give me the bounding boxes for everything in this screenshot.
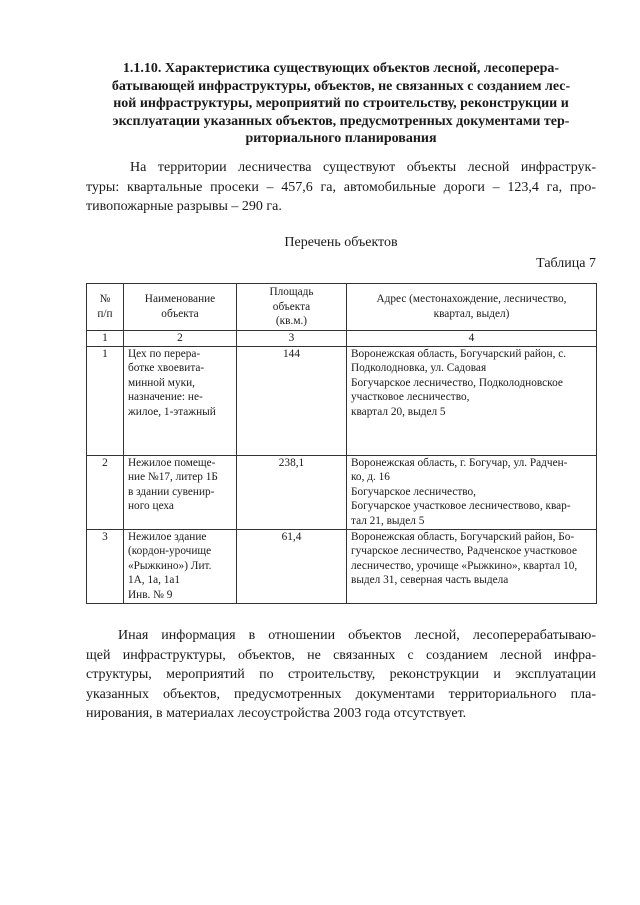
- row-number: 3: [87, 529, 124, 603]
- table-number-label: Таблица 7: [536, 256, 596, 271]
- row-number: 1: [87, 346, 124, 455]
- heading-line: риториального планирования: [245, 131, 437, 147]
- objects-table: [86, 283, 597, 604]
- section-heading: [86, 60, 596, 148]
- object-name: Нежилое здание (кордон-урочище «Рыжкино») Лит. 1А, 1а, 1а1 Инв. № 9: [124, 529, 237, 603]
- paragraph-line: Иная информация в отношении объектов лесной, лесоперерабатываю-: [118, 628, 596, 643]
- object-area: 238,1: [237, 455, 347, 529]
- header-address: Адрес (местонахождение, лесничество, квартал, выдел): [347, 284, 597, 331]
- row-number: 2: [87, 455, 124, 529]
- paragraph-line: нирования, в материалах лесоустройства 2003 года отсутствует.: [86, 706, 467, 721]
- column-number: 4: [347, 331, 597, 347]
- table-row: [87, 529, 597, 603]
- heading-line: батывающей инфраструктуры, объектов, не связанных с созданием лес-: [111, 78, 571, 94]
- object-name: Нежилое помеще- ние №17, литер 1Б в здании сувенир- ного цеха: [124, 455, 237, 529]
- paragraph-line: На территории лесничества существуют объекты лесной инфраструк-: [130, 160, 596, 175]
- header-name: Наименование объекта: [124, 284, 237, 331]
- paragraph-line: тивопожарные разрывы – 290 га.: [86, 199, 282, 214]
- object-area: 144: [237, 346, 347, 455]
- header-area: Площадь объекта (кв.м.): [237, 284, 347, 331]
- heading-line: эксплуатации указанных объектов, предусмотренных документами тер-: [112, 113, 570, 129]
- column-number: 1: [87, 331, 124, 347]
- intro-paragraph: [86, 158, 596, 217]
- object-address: Воронежская область, Богучарский район, Бо- гучарское лесничество, Радченское участковое лесничество, урочище «Рыжкино», квартал 10, выдел 31, северная часть выдела: [347, 529, 597, 603]
- column-number: 2: [124, 331, 237, 347]
- object-address: Воронежская область, г. Богучар, ул. Радчен- ко, д. 16 Богучарское лесничество, Богучарское участковое лесничествово, квар- тал 21, выдел 5: [347, 455, 597, 529]
- paragraph-line: щей инфраструктуры, объектов, не связанных с созданием лесной инфра-: [86, 647, 596, 663]
- object-area: 61,4: [237, 529, 347, 603]
- object-name: Цех по перера- ботке хвоевита- минной муки, назначение: не- жилое, 1-этажный: [124, 346, 237, 455]
- table-caption: Перечень объектов: [284, 235, 398, 250]
- paragraph-line: туры: квартальные просеки – 457,6 га, автомобильные дороги – 123,4 га, про-: [86, 179, 596, 195]
- paragraph-line: указанных объектов, предусмотренных документами территориального пла-: [86, 686, 596, 702]
- header-number: № п/п: [87, 284, 124, 331]
- heading-line: ной инфраструктуры, мероприятий по строительству, реконструкции и: [113, 96, 569, 112]
- object-address: Воронежская область, Богучарский район, с. Подколодновка, ул. Садовая Богучарское лесничество, Подколодновское участковое лесничество, квартал 20, выдел 5: [347, 346, 597, 455]
- column-number-row: [87, 331, 597, 347]
- heading-line: 1.1.10. Характеристика существующих объектов лесной, лесоперера-: [122, 61, 560, 76]
- paragraph-line: структуры, мероприятий по строительству, реконструкции и эксплуатации: [86, 667, 596, 682]
- table-header-row: [87, 284, 597, 331]
- table-row: [87, 455, 597, 529]
- column-number: 3: [237, 331, 347, 347]
- closing-paragraph: [86, 626, 596, 724]
- table-row: [87, 346, 597, 455]
